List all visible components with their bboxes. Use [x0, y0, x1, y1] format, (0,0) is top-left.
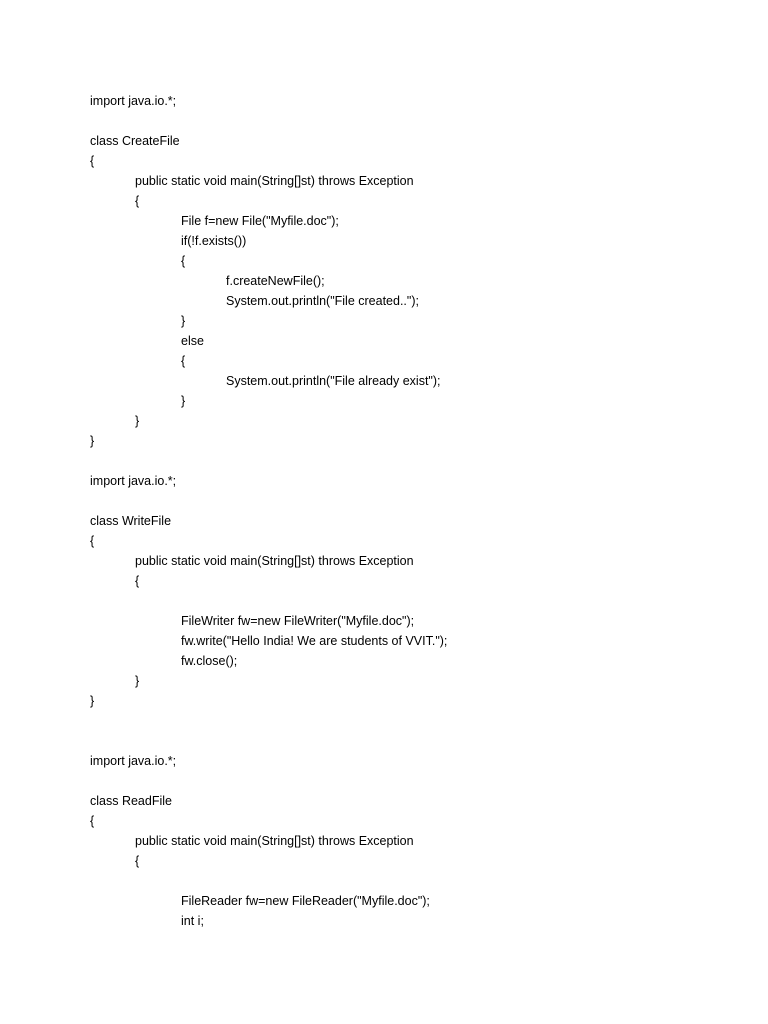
code-line: File f=new File("Myfile.doc"); [181, 214, 339, 228]
code-line: System.out.println("File already exist"); [226, 374, 441, 388]
code-line: import java.io.*; [90, 754, 177, 768]
code-line: { [135, 574, 140, 588]
code-line: { [135, 194, 140, 208]
code-line: { [90, 534, 95, 548]
code-line: } [135, 414, 140, 428]
code-line: { [90, 814, 95, 828]
code-line: } [181, 314, 186, 328]
code-line: import java.io.*; [90, 474, 177, 488]
code-line: } [90, 434, 95, 448]
code-line: { [135, 854, 140, 868]
code-line: System.out.println("File created.."); [226, 294, 419, 308]
code-line: class WriteFile [90, 514, 172, 528]
code-line: public static void main(String[]st) throws Exception [135, 554, 414, 568]
code-line: class ReadFile [90, 794, 172, 808]
code-line: fw.close(); [181, 654, 238, 668]
code-line: int i; [181, 914, 204, 928]
code-line: } [90, 694, 95, 708]
code-line: } [181, 394, 186, 408]
code-line: else [181, 334, 204, 348]
code-line: public static void main(String[]st) throws Exception [135, 834, 414, 848]
code-line: FileWriter fw=new FileWriter("Myfile.doc"); [181, 614, 415, 628]
code-line: { [90, 154, 95, 168]
code-line: { [181, 254, 186, 268]
code-line: public static void main(String[]st) throws Exception [135, 174, 414, 188]
code-line: FileReader fw=new FileReader("Myfile.doc"); [181, 894, 430, 908]
code-line: f.createNewFile(); [226, 274, 325, 288]
code-line: if(!f.exists()) [181, 234, 247, 248]
code-line: } [135, 674, 140, 688]
code-line: { [181, 354, 186, 368]
code-line: fw.write("Hello India! We are students of VVIT."); [181, 634, 448, 648]
code-line: class CreateFile [90, 134, 180, 148]
code-line: import java.io.*; [90, 94, 177, 108]
